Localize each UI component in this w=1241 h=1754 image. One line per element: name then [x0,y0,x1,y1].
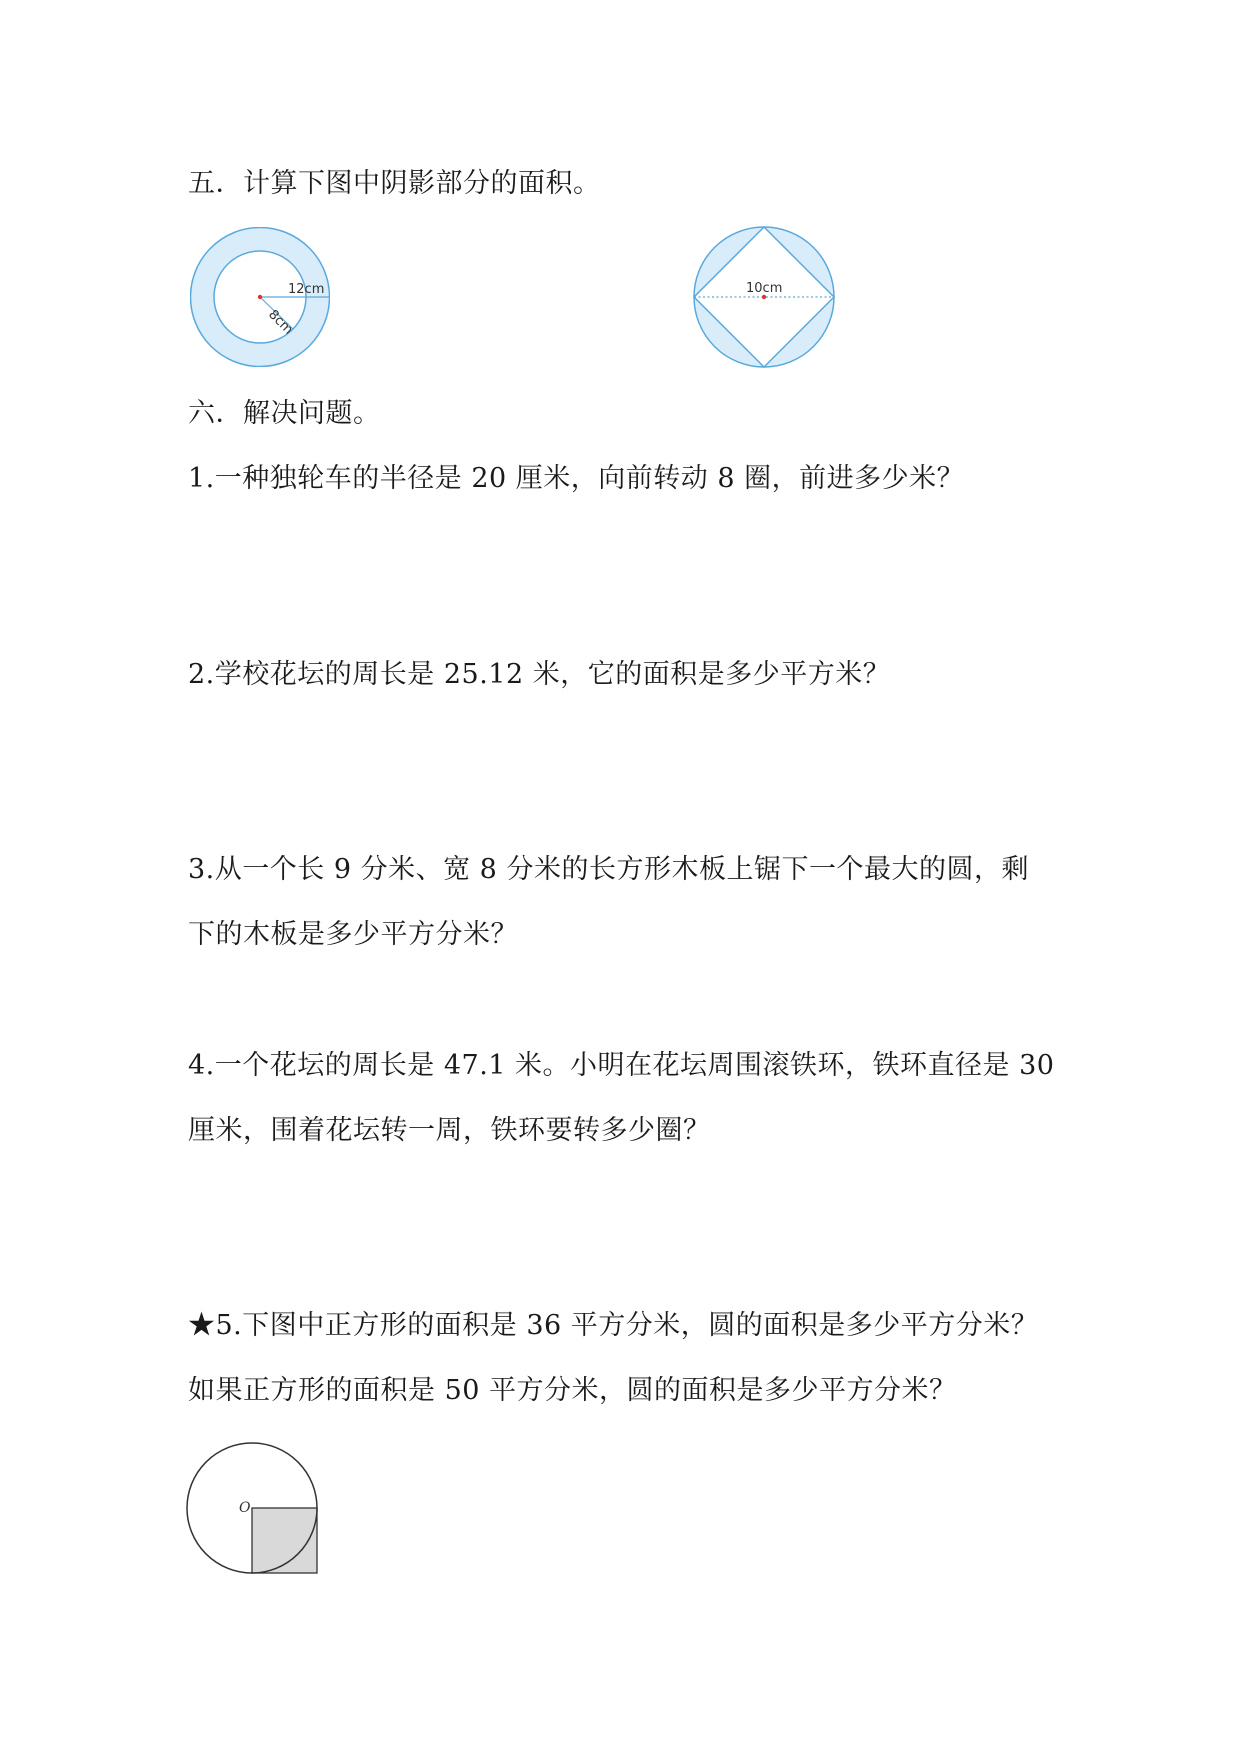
circle-quarter-square-figure [186,1440,326,1580]
question-3-line1: 3.从一个长 9 分米、宽 8 分米的长方形木板上锯下一个最大的圆，剩 [188,854,1029,885]
section6-heading: 六．解决问题。 [188,398,381,429]
question-3-line2: 下的木板是多少平方分米？ [188,919,518,950]
annulus-figure [190,227,330,367]
section5-heading: 五．计算下图中阴影部分的面积。 [188,168,601,199]
question-2: 2.学校花坛的周长是 25.12 米，它的面积是多少平方米？ [188,659,891,690]
question-1: 1.一种独轮车的半径是 20 厘米，向前转动 8 圈，前进多少米？ [188,463,965,494]
question-5-line2: 如果正方形的面积是 50 平方分米，圆的面积是多少平方分米？ [188,1375,957,1406]
square-shaded [252,1508,317,1573]
inner-radius-label: 8cm [265,307,296,338]
diameter-label: 10cm [746,281,783,296]
question-5-line1: ★5.下图中正方形的面积是 36 平方分米，圆的面积是多少平方分米？ [188,1310,1039,1341]
question-4-line2: 厘米，围着花坛转一周，铁环要转多少圈？ [188,1115,711,1146]
circle-square-figure [692,225,836,369]
outer-radius-label: 12cm [288,282,325,297]
annulus-center-dot [258,295,262,299]
center-o-label: O [239,1500,251,1516]
question-4-line1: 4.一个花坛的周长是 47.1 米。小明在花坛周围滚铁环，铁环直径是 30 [188,1050,1055,1081]
